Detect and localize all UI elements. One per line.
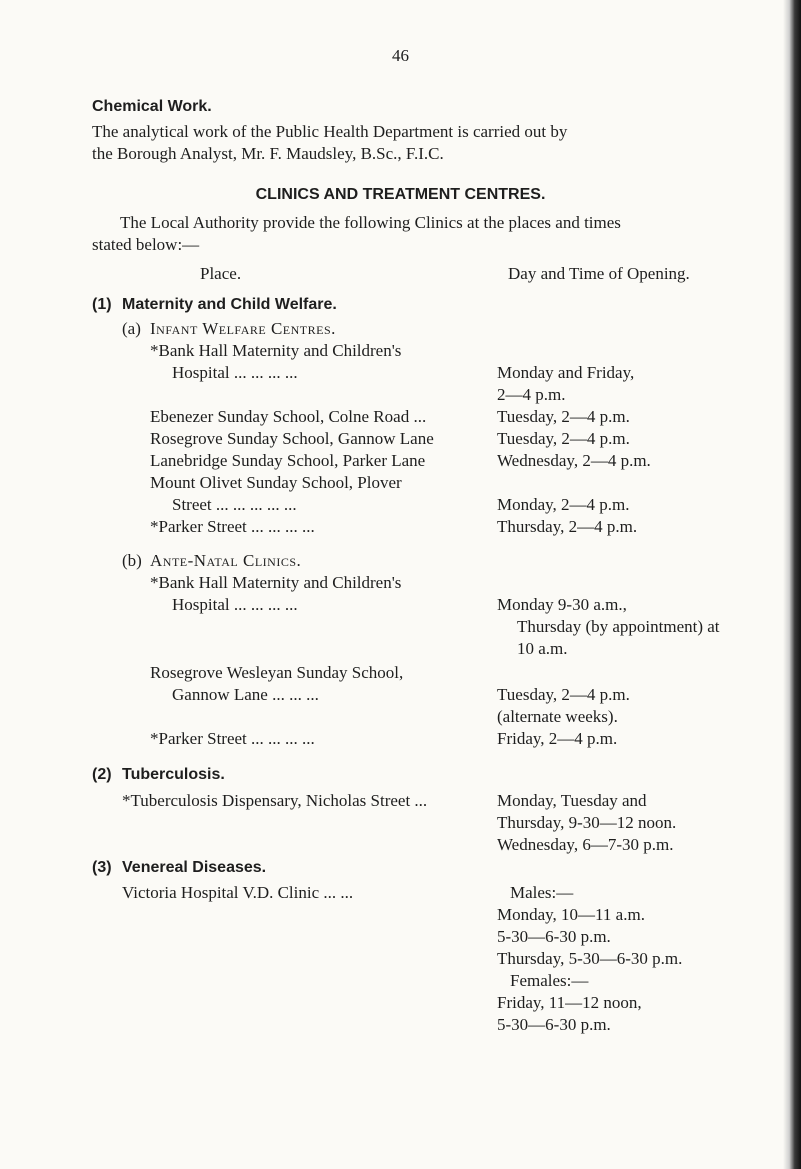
- clinic-time: Friday, 2—4 p.m.: [497, 729, 618, 748]
- section-title-venereal: Venereal Diseases.: [122, 859, 267, 876]
- clinic-time: Wednesday, 2—4 p.m.: [497, 451, 651, 470]
- clinic-time: Friday, 11—12 noon,: [497, 993, 642, 1012]
- subsection-title-infant: Infant Welfare Centres.: [150, 319, 336, 338]
- scan-edge-shadow: [783, 0, 801, 1169]
- clinic-time: Monday, Tuesday and: [497, 791, 647, 810]
- clinic-time: 5-30—6-30 p.m.: [497, 1015, 611, 1034]
- clinic-time: Wednesday, 6—7-30 p.m.: [497, 835, 674, 854]
- clinic-time: Thursday, 9-30—12 noon.: [497, 813, 677, 832]
- clinic-time: Thursday, 2—4 p.m.: [497, 517, 638, 536]
- clinics-intro-line: stated below:—: [92, 235, 200, 254]
- clinic-place: Hospital ... ... ... ...: [172, 595, 298, 614]
- clinic-place: Street ... ... ... ... ...: [172, 495, 297, 514]
- clinic-place: Ebenezer Sunday School, Colne Road ...: [150, 407, 427, 426]
- clinic-place: Rosegrove Wesleyan Sunday School,: [150, 663, 404, 682]
- clinic-place: *Parker Street ... ... ... ...: [150, 517, 315, 536]
- clinic-time: 5-30—6-30 p.m.: [497, 927, 611, 946]
- chemical-work-heading: Chemical Work.: [92, 98, 212, 115]
- clinic-time: Females:—: [510, 971, 589, 990]
- clinic-place: *Parker Street ... ... ... ...: [150, 729, 315, 748]
- clinic-time: 10 a.m.: [517, 639, 568, 658]
- clinics-intro-line: The Local Authority provide the following Clinics at the places and times: [120, 213, 621, 232]
- subsection-title-antenatal: Ante-Natal Clinics.: [150, 551, 302, 570]
- clinic-time: Tuesday, 2—4 p.m.: [497, 407, 630, 426]
- clinic-place: Hospital ... ... ... ...: [172, 363, 298, 382]
- clinic-place: Mount Olivet Sunday School, Plover: [150, 473, 402, 492]
- subsection-label: (a): [122, 319, 141, 338]
- clinic-place: Rosegrove Sunday School, Gannow Lane: [150, 429, 434, 448]
- clinic-place: Lanebridge Sunday School, Parker Lane: [150, 451, 426, 470]
- clinic-time: Monday and Friday,: [497, 363, 635, 382]
- clinic-time: Monday, 10—11 a.m.: [497, 905, 645, 924]
- clinic-time: Males:—: [510, 883, 574, 902]
- page-number: 46: [392, 46, 409, 65]
- clinic-place: *Bank Hall Maternity and Children's: [150, 341, 402, 360]
- clinic-time: Thursday, 5-30—6-30 p.m.: [497, 949, 683, 968]
- chemical-work-text-line: The analytical work of the Public Health Department is carried out by: [92, 122, 568, 141]
- clinic-place: Gannow Lane ... ... ...: [172, 685, 319, 704]
- section-title-maternity: Maternity and Child Welfare.: [122, 296, 337, 313]
- clinic-time: Thursday (by appointment) at: [517, 617, 720, 636]
- section-number: (3): [92, 859, 112, 876]
- section-title-tuberculosis: Tuberculosis.: [122, 766, 225, 783]
- chemical-work-text-line: the Borough Analyst, Mr. F. Maudsley, B.Sc., F.I.C.: [92, 144, 444, 163]
- column-header-time: Day and Time of Opening.: [508, 264, 690, 283]
- column-header-place: Place.: [200, 264, 242, 283]
- subsection-label: (b): [122, 551, 142, 570]
- clinic-place: Victoria Hospital V.D. Clinic ... ...: [122, 883, 354, 902]
- clinic-time: 2—4 p.m.: [497, 385, 566, 404]
- clinic-time: (alternate weeks).: [497, 707, 618, 726]
- clinic-place: *Tuberculosis Dispensary, Nicholas Street ...: [122, 791, 428, 810]
- clinic-time: Monday, 2—4 p.m.: [497, 495, 630, 514]
- section-number: (2): [92, 766, 112, 783]
- clinic-time: Tuesday, 2—4 p.m.: [497, 429, 630, 448]
- clinics-heading: CLINICS AND TREATMENT CENTRES.: [255, 186, 546, 203]
- clinic-time: Tuesday, 2—4 p.m.: [497, 685, 630, 704]
- clinic-time: Monday 9-30 a.m.,: [497, 595, 627, 614]
- section-number: (1): [92, 296, 112, 313]
- clinic-place: *Bank Hall Maternity and Children's: [150, 573, 402, 592]
